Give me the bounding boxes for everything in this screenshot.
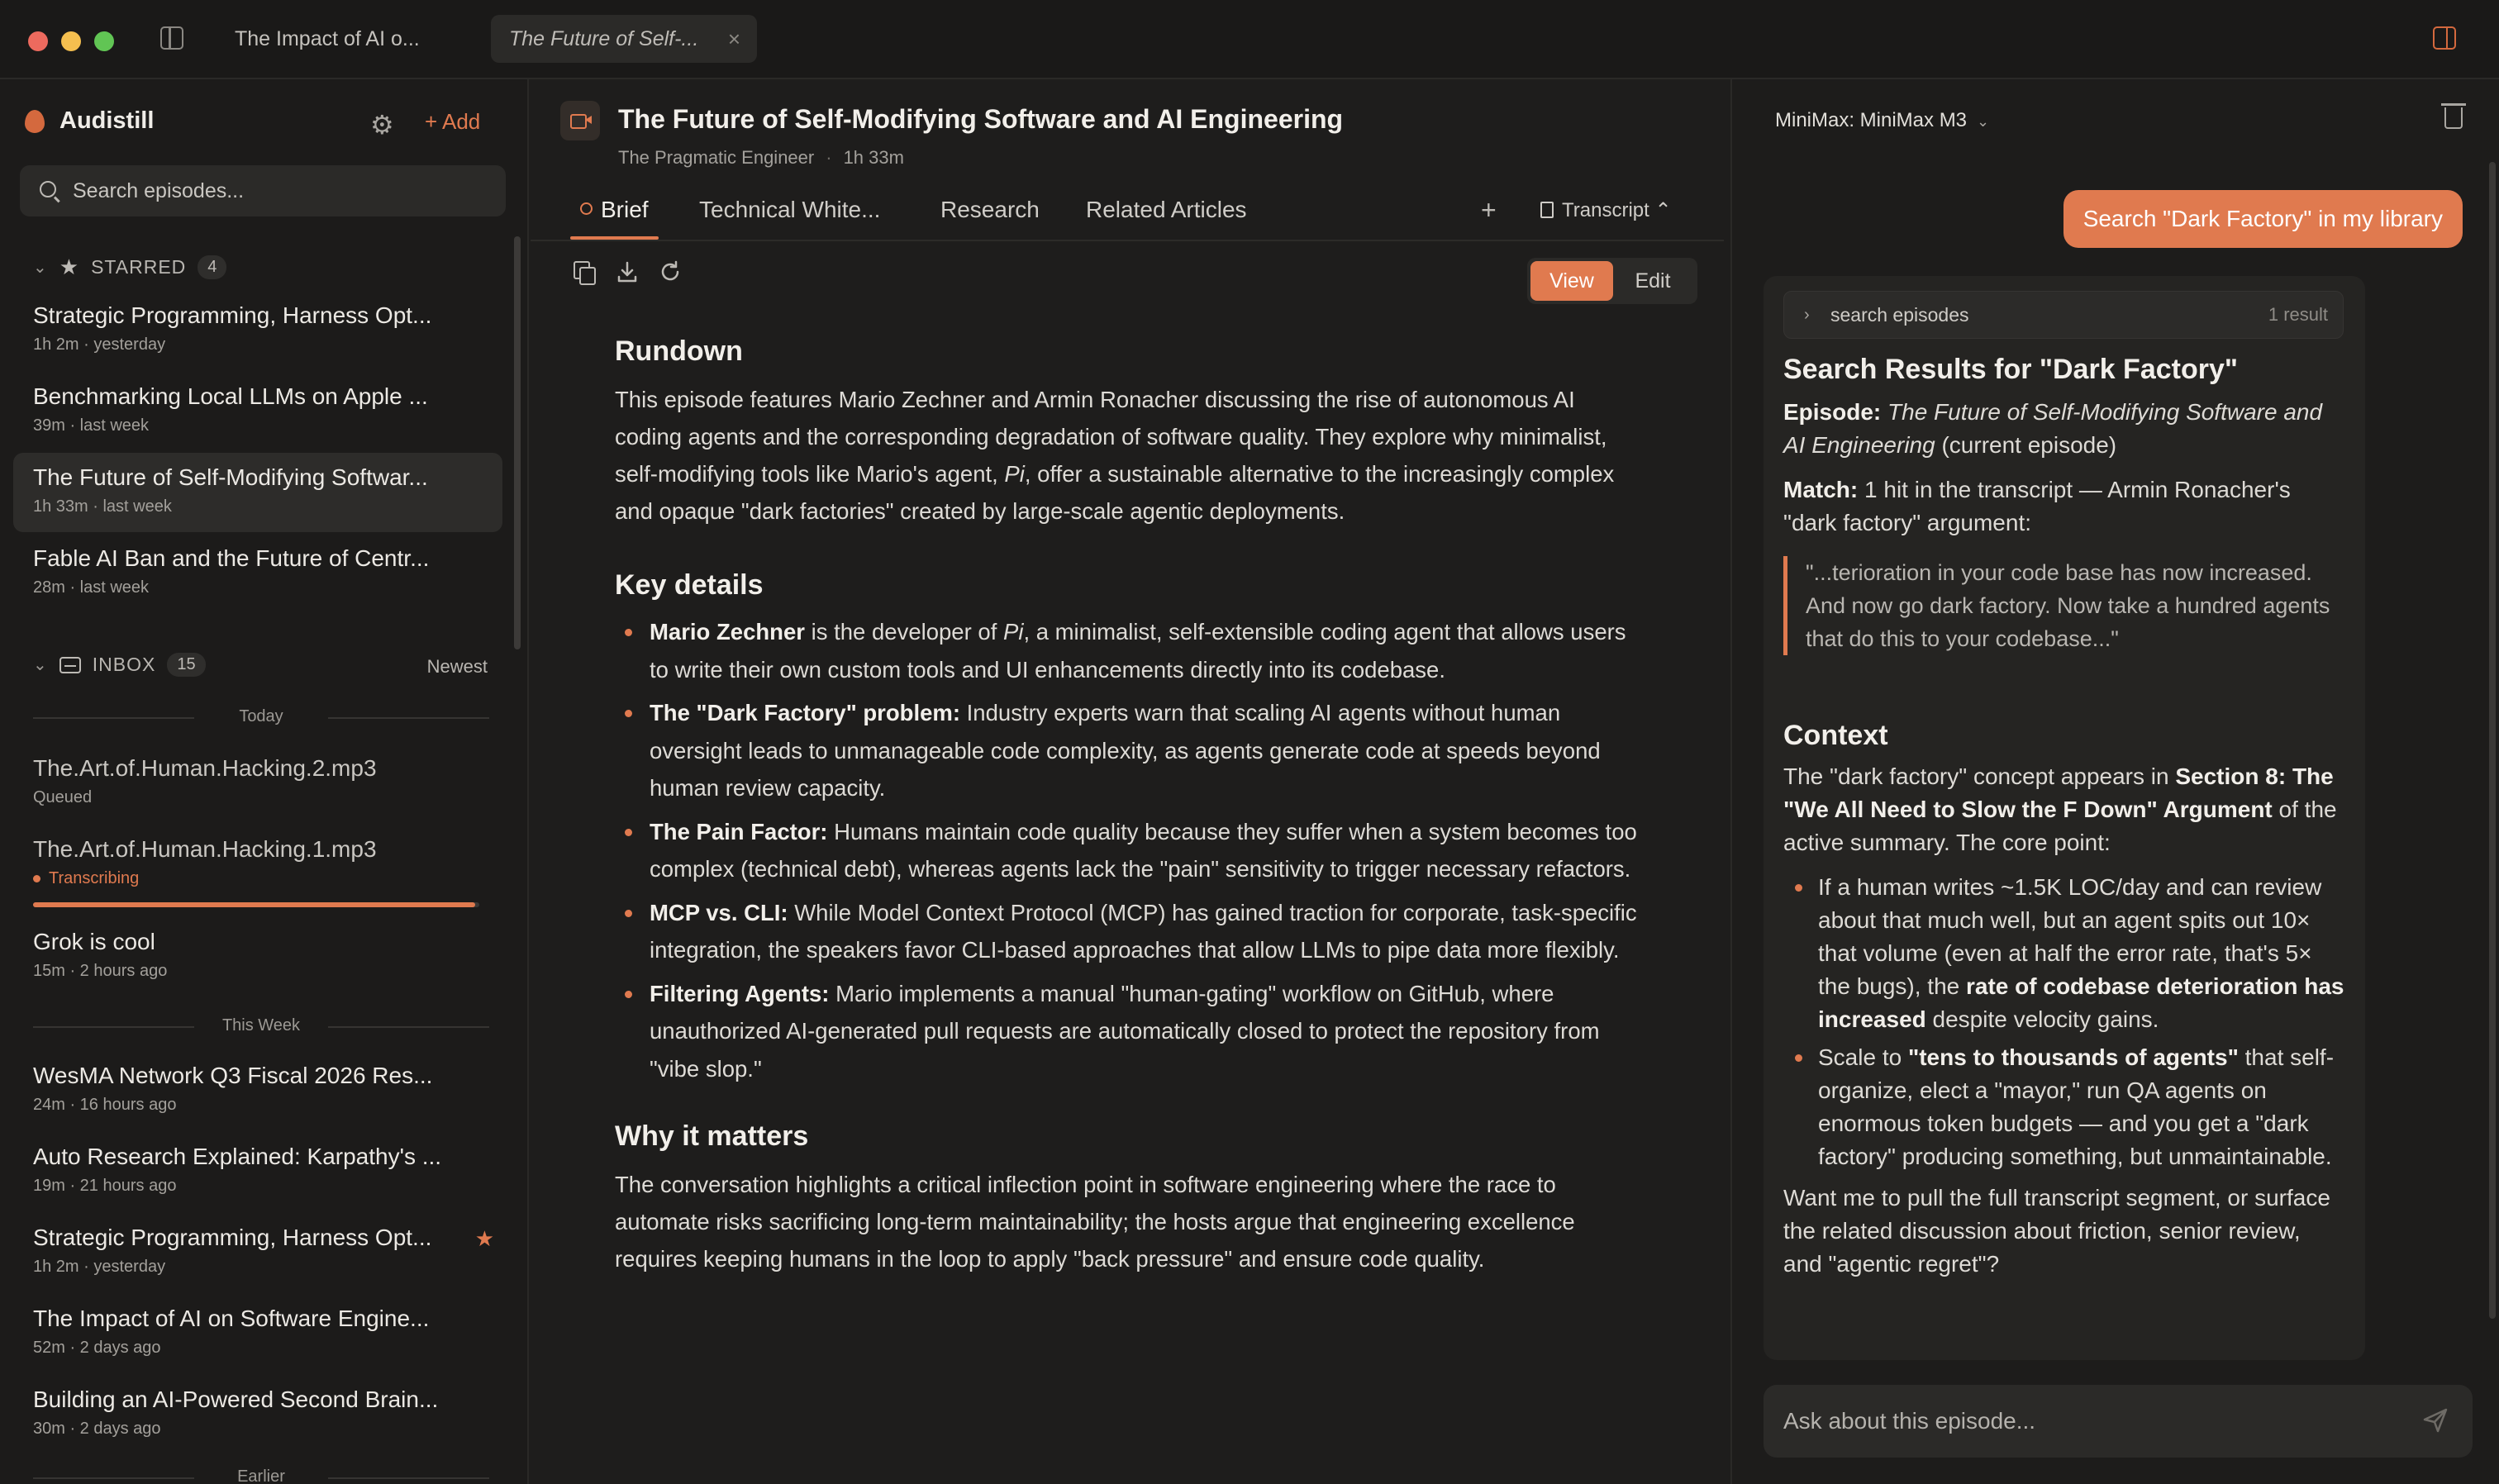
list-item	[1783, 871, 2345, 1036]
answer-episode	[1783, 396, 2345, 462]
match-text: 1 hit in the transcript — Armin Ronacher's "dark factory" argument:	[1783, 477, 2291, 535]
rundown-text: This episode features Mario Zechner and Armin Ronacher discussing the rise of autonomous AI coding agents and the corresponding degradation of software quality. They explore why minimalist, self-modifying tools like Mario's agent,	[615, 387, 1607, 487]
key-details-list	[615, 613, 1648, 1087]
download-icon[interactable]	[615, 259, 640, 284]
tab-label: The Future of Self-...	[509, 27, 699, 50]
episode-item[interactable]	[13, 1051, 502, 1130]
add-tab-button[interactable]: +	[1481, 195, 1497, 225]
podcast-name: The Pragmatic Engineer	[618, 147, 815, 168]
context-text: The "dark factory" concept appears in	[1783, 763, 2176, 789]
inbox-icon	[60, 657, 81, 673]
list-item	[615, 694, 1648, 807]
starred-icon[interactable]: ★	[474, 1226, 494, 1251]
answer-match	[1783, 473, 2345, 540]
episode-meta: 15m · 2 hours ago	[33, 962, 168, 980]
item-bold: The "Dark Factory" problem:	[650, 700, 961, 725]
episode-title: Strategic Programming, Harness Opt...	[33, 1225, 432, 1250]
chevron-right-icon: ›	[1804, 306, 1810, 324]
search-icon	[40, 181, 56, 197]
list-item	[1783, 1041, 2345, 1173]
transcript-quote: "...terioration in your code base has now increased. And now go dark factory. Now take a hundred agents that do this to your codebase..."	[1783, 556, 2345, 655]
rundown-text: , offer a sustainable alternative to the increasingly complex and opaque "dark factories" created by large-scale agentic deployments.	[615, 461, 1615, 524]
episode-title: The Future of Self-Modifying Softwar...	[33, 464, 428, 490]
rundown-paragraph	[615, 381, 1648, 530]
episode-title: Grok is cool	[33, 929, 155, 954]
star-icon: ★	[59, 254, 80, 279]
episode-title: Fable AI Ban and the Future of Centr...	[33, 545, 430, 571]
context-heading: Context	[1783, 720, 1888, 751]
item-text: Scale to	[1818, 1044, 1908, 1070]
episode-meta: 30m · 2 days ago	[33, 1420, 161, 1438]
close-window-button[interactable]	[28, 31, 48, 51]
brand	[25, 107, 154, 135]
note: (current episode)	[1935, 432, 2117, 458]
count-badge: 15	[167, 653, 205, 677]
episode-meta: 1h 2m · yesterday	[33, 335, 166, 354]
count-badge: 4	[198, 255, 226, 279]
episode-status	[33, 869, 483, 888]
why-it-matters-paragraph: The conversation highlights a critical inflection point in software engineering where the race to automate risks sacrificing long-term maintainability; the hosts argue that engineering excellence requires keeping humans in the loop to apply "back pressure" and ensure code quality.	[615, 1172, 1575, 1272]
sidebar-toggle-icon[interactable]	[160, 26, 183, 50]
tab-research[interactable]: Research	[940, 197, 1040, 222]
search-box	[20, 165, 506, 216]
trash-icon[interactable]	[2444, 107, 2463, 129]
section-label: INBOX	[92, 654, 156, 675]
item-emphasis: Pi	[1002, 619, 1024, 644]
item-text: despite velocity gains.	[1925, 1006, 2159, 1032]
episode-title: Auto Research Explained: Karpathy's ...	[33, 1144, 442, 1169]
episode-meta: 19m · 21 hours ago	[33, 1177, 177, 1195]
episode-title: WesMA Network Q3 Fiscal 2026 Res...	[33, 1063, 433, 1088]
label: Episode:	[1783, 399, 1882, 425]
episode-title: The.Art.of.Human.Hacking.1.mp3	[33, 836, 377, 862]
rundown-emphasis: Pi	[1004, 461, 1025, 487]
tab-technical-white[interactable]: Technical White...	[699, 197, 881, 222]
item-text: While Model Context Protocol (MCP) has gained traction for corporate, task-specific integration, the speakers favor CLI-based approaches that allow LLMs to pipe data more flexibly.	[650, 899, 1637, 963]
group-divider: Earlier	[33, 1467, 489, 1484]
view-edit-toggle	[1527, 258, 1697, 304]
assistant-message	[1764, 276, 2365, 1360]
episode-meta: 52m · 2 days ago	[33, 1339, 161, 1357]
transcription-progress	[33, 902, 479, 907]
progress-fill	[33, 902, 475, 907]
episode-meta: 39m · last week	[33, 416, 150, 435]
item-text: Humans maintain code quality because they suffer when a system becomes too complex (technical debt), whereas agents lack the "pain" sensitivity to trigger necessary refactors.	[650, 818, 1637, 882]
tab-related-articles[interactable]: Related Articles	[1086, 197, 1247, 222]
item-text: If a human writes ~1.5K LOC/day and can review about that much well, but an agent spits out 10× that volume (even at half the error rate, that's 5× the bugs), the	[1818, 874, 2322, 999]
window-tab[interactable]	[217, 15, 464, 63]
item-text: Mario implements a manual "human-gating" workflow on GitHub, where unauthorized AI-generated pull requests are automatically closed to protect the repository from "vibe slop."	[650, 980, 1600, 1082]
list-item	[615, 894, 1648, 969]
starred-section-header[interactable]	[33, 254, 226, 280]
episode-meta: 1h 2m · yesterday	[33, 1258, 166, 1276]
episode-status: Queued	[33, 788, 93, 806]
item-bold: Mario Zechner	[650, 619, 805, 644]
tab-brief[interactable]	[580, 197, 649, 223]
episode-item-selected[interactable]	[13, 453, 502, 532]
maximize-window-button[interactable]	[94, 31, 114, 51]
tab-label: Brief	[601, 197, 649, 222]
episode-item-queued[interactable]	[13, 744, 502, 823]
video-icon	[560, 101, 600, 140]
tool-result-count: 1 result	[2268, 304, 2328, 325]
episode-item[interactable]	[13, 1132, 502, 1211]
episode-item[interactable]	[13, 372, 502, 451]
episode-meta: 1h 33m · last week	[33, 497, 172, 516]
context-text: of the active summary. The core point:	[1783, 797, 2337, 855]
user-message: Search "Dark Factory" in my library	[2063, 190, 2463, 248]
followup-question: Want me to pull the full transcript segment, or surface the related discussion about friction, senior review, and "agentic regret"?	[1783, 1185, 2330, 1277]
search-input[interactable]	[73, 165, 486, 216]
chat-panel	[1730, 79, 2499, 1484]
episode-item[interactable]	[13, 1213, 502, 1292]
status-label: Transcribing	[49, 869, 140, 887]
close-tab-icon[interactable]: ×	[727, 26, 740, 51]
sort-button[interactable]: Newest	[426, 656, 488, 677]
add-button[interactable]: + Add	[425, 109, 481, 134]
list-item	[615, 975, 1648, 1088]
episode-subtitle: The Pragmatic Engineer · 1h 33m	[618, 147, 904, 168]
episode-title: Benchmarking Local LLMs on Apple ...	[33, 383, 428, 409]
item-text: that self-organize, elect a "mayor," run QA agents on enormous token budgets — and you get a "dark factory" producing something, but unmaintainable.	[1818, 1044, 2335, 1169]
item-bold: rate of codebase deterioration has increased	[1818, 973, 2344, 1032]
gear-icon[interactable]: ⚙	[370, 110, 394, 140]
sidebar-scrollbar[interactable]	[514, 236, 521, 649]
tab-label: The Impact of AI o...	[235, 27, 420, 50]
transcript-button[interactable]	[1540, 198, 1672, 222]
right-panel-toggle-icon[interactable]	[2433, 26, 2456, 50]
list-item	[615, 813, 1648, 888]
episode-item[interactable]	[13, 1294, 502, 1373]
episode-title: The Future of Self-Modifying Software and AI Engineering	[618, 104, 1344, 134]
tool-call-row[interactable]	[1783, 291, 2344, 339]
edit-button[interactable]: Edit	[1635, 269, 1671, 293]
sidebar	[0, 79, 529, 1484]
brief-content	[615, 335, 1648, 1277]
group-divider: This Week	[33, 1016, 489, 1035]
item-bold: Filtering Agents:	[650, 980, 830, 1006]
label: Match:	[1783, 477, 1859, 502]
content-tabs	[531, 182, 1724, 241]
chevron-down-icon: ⌄	[1977, 113, 1990, 130]
window-tab-active[interactable]	[491, 15, 757, 63]
list-item	[615, 613, 1648, 688]
document-icon	[1540, 202, 1554, 218]
episode-meta: 24m · 16 hours ago	[33, 1096, 177, 1114]
model-name: MiniMax: MiniMax M3	[1775, 109, 1968, 131]
chat-scrollbar[interactable]	[2489, 162, 2496, 1319]
item-text: Industry experts warn that scaling AI agents without human oversight leads to unmanageable code complexity, as agents generate code at speeds beyond human review capacity.	[650, 700, 1601, 801]
refresh-icon[interactable]	[658, 259, 683, 284]
status-dot	[33, 875, 40, 882]
title-bar	[0, 0, 2499, 79]
episode-main	[531, 79, 1729, 1484]
item-bold: The Pain Factor:	[650, 818, 828, 844]
episode-item[interactable]	[13, 1375, 502, 1454]
episode-meta: 28m · last week	[33, 578, 150, 597]
episode-item-transcribing[interactable]	[13, 825, 502, 904]
episode-title: The.Art.of.Human.Hacking.2.mp3	[33, 755, 377, 781]
tool-name: search episodes	[1830, 304, 1969, 326]
app-name: Audistill	[60, 107, 155, 134]
model-selector[interactable]	[1775, 109, 1989, 132]
item-bold: "tens to thousands of agents"	[1907, 1044, 2239, 1070]
context-bold: Section 8: The "We All Need to Slow the F Down" Argument	[1783, 763, 2334, 822]
episode-title: Building an AI-Powered Second Brain...	[33, 1386, 439, 1412]
episode-name: The Future of Self-Modifying Software and AI Engineering	[1783, 399, 2323, 458]
episode-title: Strategic Programming, Harness Opt...	[33, 302, 432, 328]
clock-icon	[580, 202, 593, 215]
chevron-down-icon: ⌄	[33, 656, 48, 674]
episode-item[interactable]	[13, 291, 502, 370]
brief-toolbar	[531, 241, 1724, 307]
context-list	[1783, 871, 2345, 1173]
answer-heading: Search Results for "Dark Factory"	[1783, 354, 2238, 385]
transcript-label: Transcript ⌃	[1562, 199, 1672, 221]
group-divider: Today	[33, 707, 489, 726]
chat-input[interactable]	[1783, 1385, 2411, 1458]
why-it-matters-heading: Why it matters	[615, 1120, 809, 1152]
item-text: , a minimalist, self-extensible coding agent that allows users to write their own custom tools and UI enhancements directly into its codebase.	[650, 619, 1626, 683]
inbox-section-header[interactable]	[33, 653, 206, 677]
chevron-down-icon: ⌄	[33, 259, 48, 277]
episode-title: The Impact of AI on Software Engine...	[33, 1306, 430, 1331]
episode-item[interactable]	[13, 917, 502, 996]
copy-icon[interactable]	[572, 259, 597, 284]
rundown-heading: Rundown	[615, 335, 743, 367]
logo-icon	[25, 110, 45, 133]
view-button[interactable]: View	[1530, 261, 1613, 301]
chat-composer	[1764, 1385, 2473, 1458]
key-details-heading: Key details	[615, 569, 764, 601]
episode-duration: 1h 33m	[843, 147, 904, 168]
item-text: is the developer of	[804, 619, 1003, 644]
episode-item[interactable]	[13, 534, 502, 613]
item-bold: MCP vs. CLI:	[650, 899, 788, 925]
section-label: STARRED	[91, 256, 187, 278]
send-icon[interactable]	[2421, 1406, 2449, 1434]
context-paragraph	[1783, 760, 2345, 859]
minimize-window-button[interactable]	[61, 31, 81, 51]
